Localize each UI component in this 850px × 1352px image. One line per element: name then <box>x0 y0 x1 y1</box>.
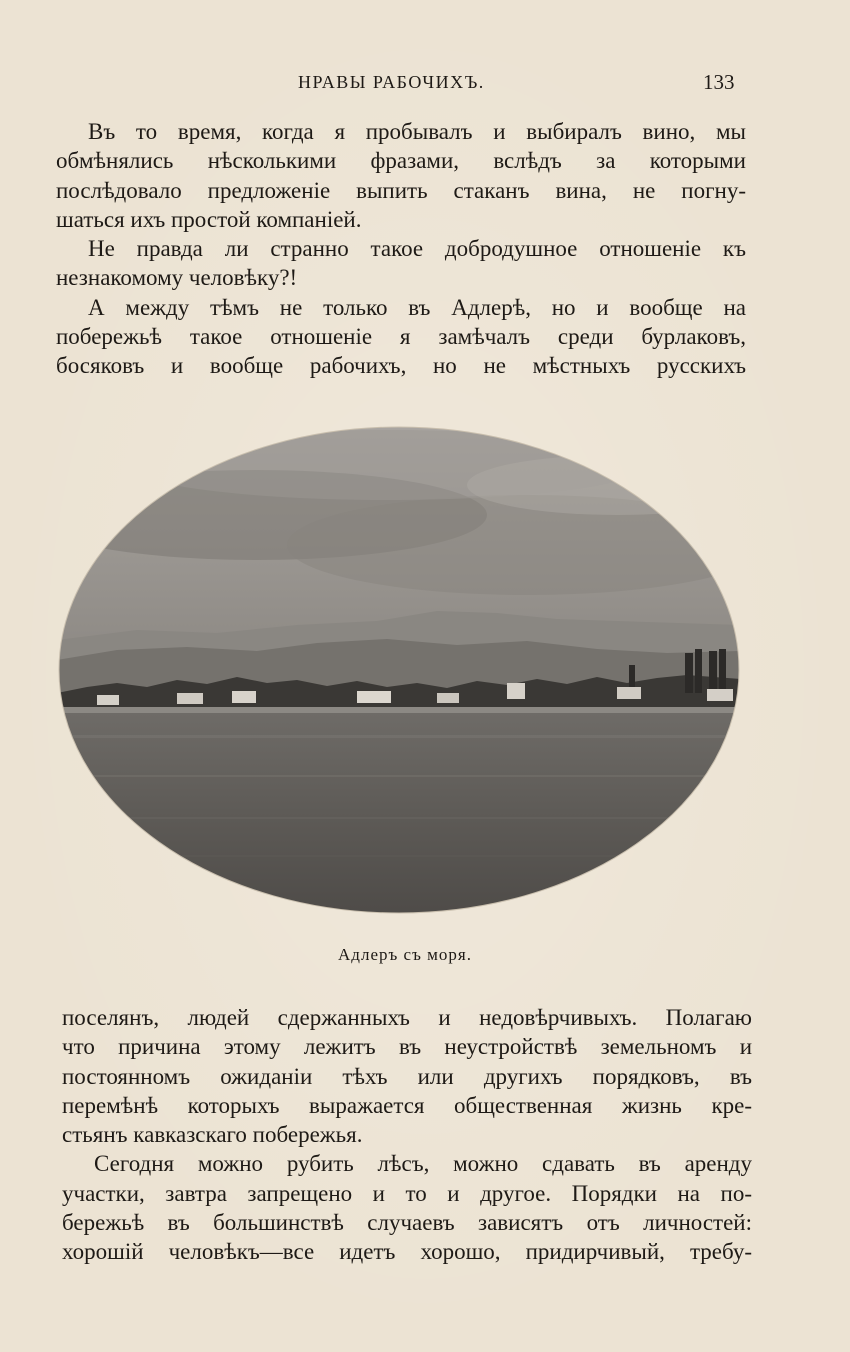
text-line: хорошiй человѣкъ—все идетъ хорошо, придирчивый, требу- <box>62 1239 752 1265</box>
figure-caption: Адлеръ съ моря. <box>338 945 472 964</box>
text-line: участки, завтра запрещено и то и другое. Порядки на по- <box>62 1180 752 1206</box>
text-line: босяковъ и вообще рабочихъ, но не мѣстныхъ русскихъ <box>56 353 746 379</box>
text-line: бережьѣ въ большинствѣ случаевъ зависятъ отъ личностей: <box>62 1210 752 1236</box>
text-line: что причина этому лежитъ въ неустройствѣ земельномъ и <box>62 1034 752 1060</box>
text-line: постоянномъ ожиданiи тѣхъ или другихъ порядковъ, въ <box>62 1063 752 1089</box>
seascape-photo <box>57 425 741 915</box>
text-line: Сегодня можно рубить лѣсъ, можно сдавать въ аренду <box>94 1151 752 1177</box>
page-number: 133 <box>703 70 735 94</box>
text-block-top <box>56 117 746 381</box>
oval-photograph <box>57 425 741 915</box>
text-line: Не правда ли странно такое добродушное отношенiе къ <box>88 236 746 262</box>
text-line: послѣдовало предложенiе выпить стаканъ вина, не погну- <box>56 177 746 203</box>
text-line: побережьѣ такое отношенiе я замѣчалъ среди бурлаковъ, <box>56 324 746 350</box>
text-line: Въ то время, когда я пробывалъ и выбиралъ вино, мы <box>88 119 746 144</box>
text-block-bottom <box>62 1003 752 1267</box>
text-line: А между тѣмъ не только въ Адлерѣ, но и вообще на <box>88 294 746 320</box>
text-line: незнакомому человѣку?! <box>56 265 298 291</box>
text-line: стьянъ кавказскаго побережья. <box>62 1122 363 1148</box>
running-head <box>0 70 850 98</box>
text-line: шаться ихъ простой компанiей. <box>56 206 362 232</box>
text-line: поселянъ, людей сдержанныхъ и недовѣрчивыхъ. Полагаю <box>62 1005 752 1030</box>
running-title: НРАВЫ РАБОЧИХЪ. <box>298 72 485 92</box>
text-line: обмѣнялись нѣсколькими фразами, вслѣдъ за которыми <box>56 148 746 174</box>
text-line: перемѣнѣ которыхъ выражается общественная жизнь кре- <box>62 1092 752 1118</box>
